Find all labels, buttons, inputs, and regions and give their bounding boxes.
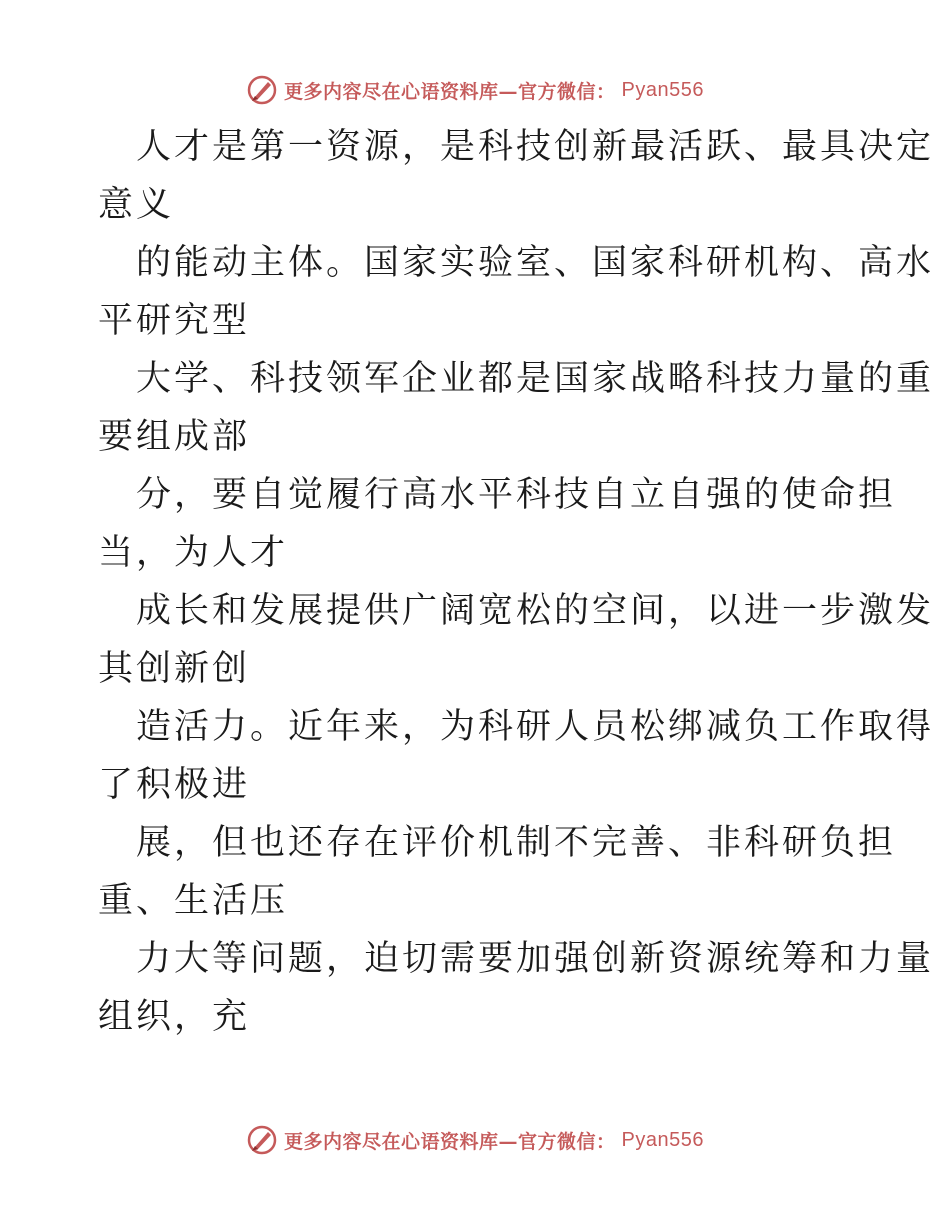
text-line: 意义 — [98, 185, 175, 225]
text-line: 的能动主体。国家实验室、国家科研机构、高水 — [136, 243, 935, 283]
body-text — [98, 118, 935, 1046]
header-watermark — [0, 70, 950, 110]
text-line: 力大等问题，迫切需要加强创新资源统筹和力量 — [136, 939, 935, 979]
watermark-text: 更多内容尽在心语资料库—官方微信： — [284, 1130, 616, 1153]
quill-logo-icon — [246, 74, 278, 106]
watermark-wechat-id: Pyan556 — [621, 1128, 704, 1151]
text-line: 成长和发展提供广阔宽松的空间，以进一步激发 — [136, 591, 935, 631]
text-line: 展，但也还存在评价机制不完善、非科研负担 — [136, 823, 897, 863]
watermark-text: 更多内容尽在心语资料库—官方微信： — [284, 80, 616, 103]
text-line: 要组成部 — [98, 417, 251, 457]
text-line: 了积极进 — [98, 765, 251, 805]
text-line: 重、生活压 — [98, 881, 289, 921]
text-line: 平研究型 — [98, 301, 251, 341]
footer-watermark — [0, 1120, 950, 1160]
text-line: 人才是第一资源，是科技创新最活跃、最具决定 — [136, 127, 935, 167]
text-line: 造活力。近年来，为科研人员松绑减负工作取得 — [136, 707, 935, 747]
text-line: 其创新创 — [98, 649, 251, 689]
text-line: 大学、科技领军企业都是国家战略科技力量的重 — [136, 359, 935, 399]
text-line: 组织，充 — [98, 997, 251, 1037]
text-line: 分，要自觉履行高水平科技自立自强的使命担 — [136, 475, 897, 515]
text-line: 当，为人才 — [98, 533, 289, 573]
watermark-wechat-id: Pyan556 — [621, 78, 704, 101]
quill-logo-icon — [246, 1124, 278, 1156]
